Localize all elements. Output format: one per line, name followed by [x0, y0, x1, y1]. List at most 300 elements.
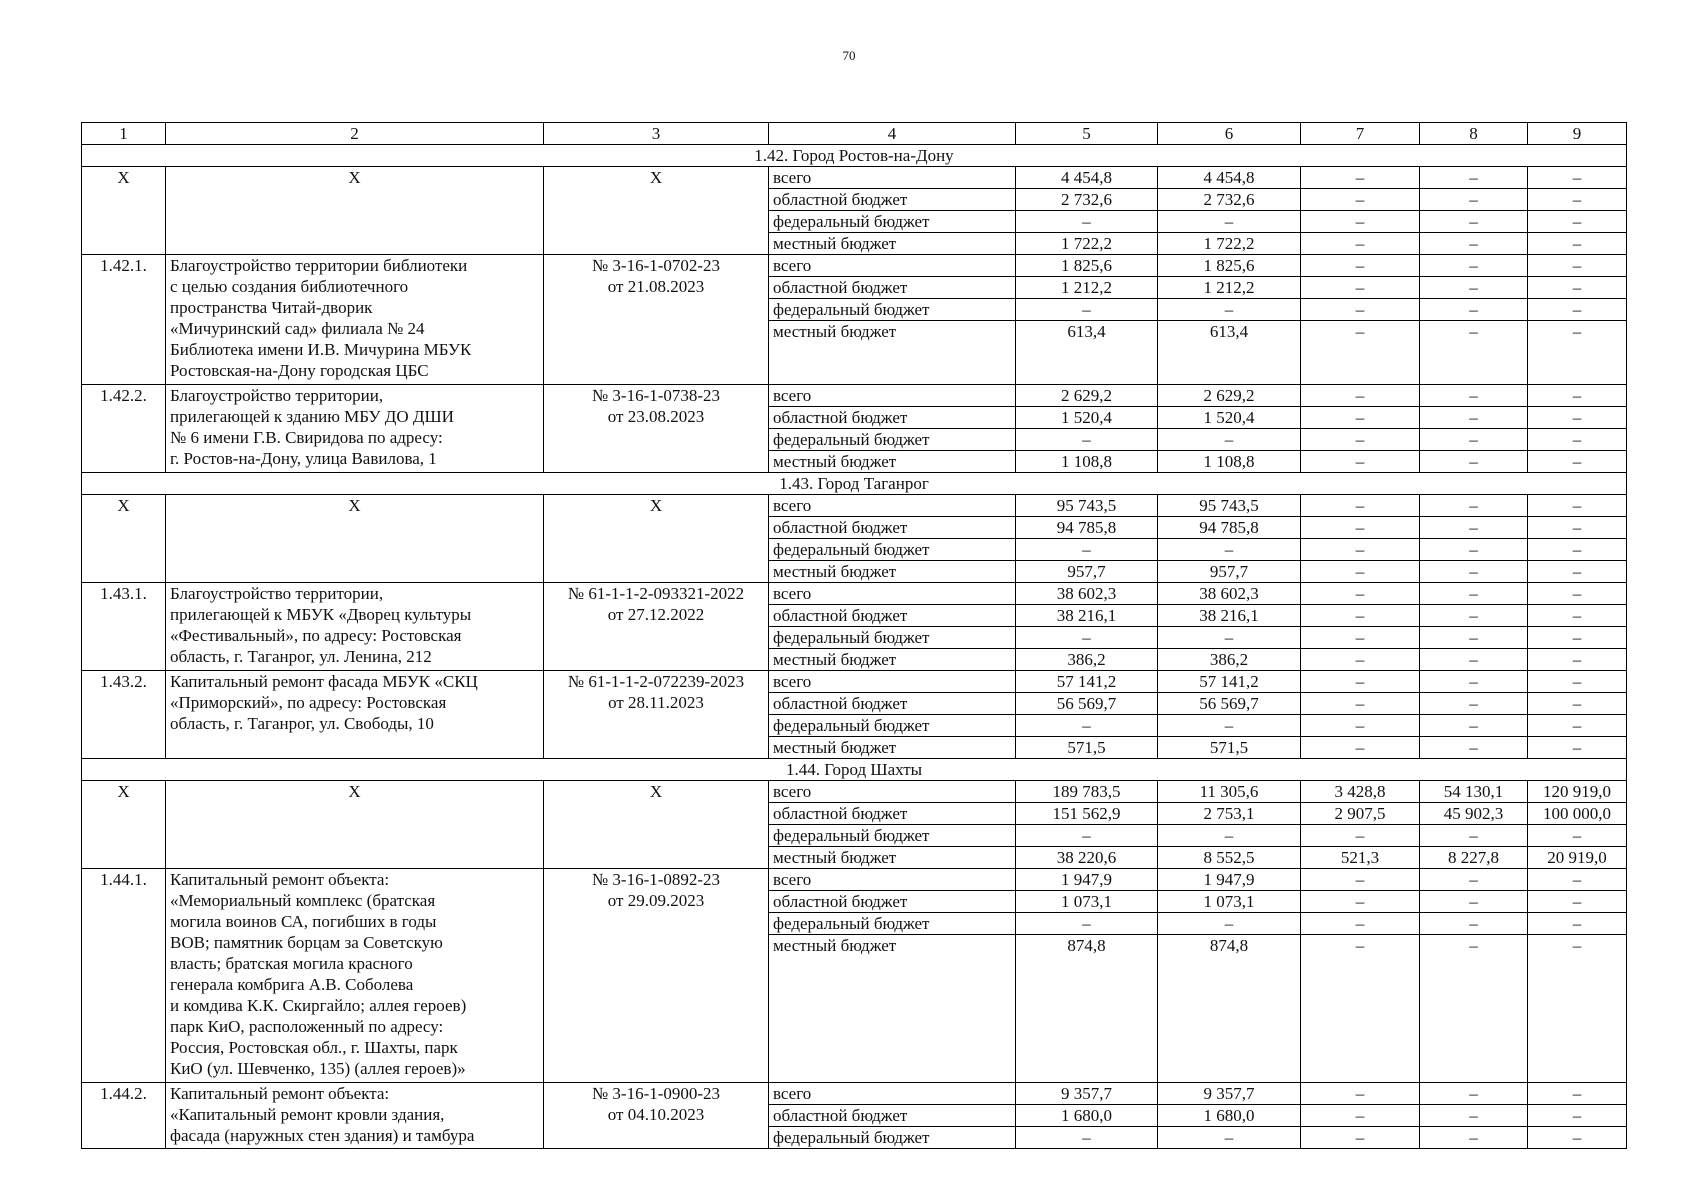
amount-cell: – — [1301, 737, 1420, 759]
document-line: X — [649, 168, 663, 187]
amount-cell: 38 216,1 — [1016, 605, 1158, 627]
amount-cell: – — [1301, 407, 1420, 429]
amount-cell: 1 108,8 — [1158, 451, 1301, 473]
amount-cell: 1 680,0 — [1016, 1105, 1158, 1127]
amount-cell: 95 743,5 — [1016, 495, 1158, 517]
budget-label: областной бюджет — [769, 1105, 1016, 1127]
amount-cell: – — [1528, 299, 1627, 321]
amount-cell: – — [1528, 211, 1627, 233]
budget-label: федеральный бюджет — [769, 715, 1016, 737]
item-number: X — [82, 167, 166, 255]
document-line: от 23.08.2023 — [607, 407, 705, 426]
amount-cell: 1 212,2 — [1016, 277, 1158, 299]
amount-cell: – — [1420, 233, 1528, 255]
amount-cell: – — [1420, 429, 1528, 451]
header-cell: 6 — [1158, 123, 1301, 145]
description-line: Библиотека имени И.В. Мичурина МБУК — [170, 340, 472, 359]
document-line: X — [649, 496, 663, 515]
budget-label: федеральный бюджет — [769, 1127, 1016, 1149]
description-line: Россия, Ростовская обл., г. Шахты, парк — [170, 1038, 458, 1057]
amount-cell: – — [1528, 825, 1627, 847]
amount-cell: – — [1420, 561, 1528, 583]
budget-label: всего — [769, 385, 1016, 407]
table-row — [82, 385, 1627, 407]
item-number: 1.42.2. — [82, 385, 166, 473]
amount-cell: – — [1528, 649, 1627, 671]
description-line: прилегающей к зданию МБУ ДО ДШИ — [170, 407, 454, 426]
header-cell: 1 — [82, 123, 166, 145]
amount-cell: 1 073,1 — [1016, 891, 1158, 913]
description-line: X — [348, 496, 361, 515]
amount-cell: – — [1301, 167, 1420, 189]
description-line: Капитальный ремонт объекта: — [170, 870, 390, 889]
amount-cell: – — [1420, 627, 1528, 649]
item-number: X — [82, 781, 166, 869]
amount-cell: – — [1528, 627, 1627, 649]
budget-label: областной бюджет — [769, 803, 1016, 825]
item-number: 1.43.1. — [82, 583, 166, 671]
document-line: № 3-16-1-0892-23 — [591, 870, 721, 889]
amount-cell: – — [1301, 255, 1420, 277]
budget-label: всего — [769, 255, 1016, 277]
amount-cell: – — [1528, 495, 1627, 517]
description-line: парк КиО, расположенный по адресу: — [170, 1017, 444, 1036]
amount-cell: – — [1016, 627, 1158, 649]
document-line: № 61-1-1-2-072239-2023 — [567, 672, 745, 691]
amount-cell: 151 562,9 — [1016, 803, 1158, 825]
amount-cell: 874,8 — [1016, 935, 1158, 1083]
item-description — [166, 385, 544, 473]
budget-label: федеральный бюджет — [769, 539, 1016, 561]
page-number: 70 — [842, 48, 856, 63]
amount-cell: 1 825,6 — [1158, 255, 1301, 277]
document-line: X — [649, 782, 663, 801]
description-line: пространства Читай-дворик — [170, 298, 373, 317]
description-line: Благоустройство территории библиотеки — [170, 256, 468, 275]
amount-cell: – — [1420, 649, 1528, 671]
description-line: «Приморский», по адресу: Ростовская — [170, 693, 447, 712]
amount-cell: 57 141,2 — [1158, 671, 1301, 693]
amount-cell: – — [1016, 913, 1158, 935]
amount-cell: – — [1420, 1083, 1528, 1105]
header-row — [82, 123, 1627, 145]
amount-cell: – — [1420, 255, 1528, 277]
description-line: область, г. Таганрог, ул. Ленина, 212 — [170, 647, 432, 666]
amount-cell: – — [1420, 693, 1528, 715]
amount-cell: – — [1420, 407, 1528, 429]
item-description — [166, 583, 544, 671]
amount-cell: – — [1528, 913, 1627, 935]
table-body — [82, 123, 1627, 1149]
amount-cell: – — [1016, 1127, 1158, 1149]
amount-cell: – — [1301, 583, 1420, 605]
document-line: от 21.08.2023 — [607, 277, 705, 296]
amount-cell: – — [1301, 649, 1420, 671]
amount-cell: 1 825,6 — [1016, 255, 1158, 277]
budget-label: всего — [769, 495, 1016, 517]
amount-cell: 1 073,1 — [1158, 891, 1301, 913]
amount-cell: 571,5 — [1016, 737, 1158, 759]
amount-cell: 11 305,6 — [1158, 781, 1301, 803]
budget-label: всего — [769, 869, 1016, 891]
amount-cell: – — [1528, 385, 1627, 407]
description-line: могила воинов СА, погибших в годы — [170, 912, 437, 931]
amount-cell: 56 569,7 — [1016, 693, 1158, 715]
amount-cell: – — [1301, 671, 1420, 693]
amount-cell: 95 743,5 — [1158, 495, 1301, 517]
amount-cell: 56 569,7 — [1158, 693, 1301, 715]
amount-cell: – — [1528, 1083, 1627, 1105]
amount-cell: – — [1420, 671, 1528, 693]
document-line: № 3-16-1-0900-23 — [591, 1084, 721, 1103]
description-line: «Капитальный ремонт кровли здания, — [170, 1105, 445, 1124]
amount-cell: – — [1420, 495, 1528, 517]
amount-cell: – — [1528, 167, 1627, 189]
amount-cell: 1 108,8 — [1016, 451, 1158, 473]
description-line: X — [348, 782, 361, 801]
header-cell: 8 — [1420, 123, 1528, 145]
description-line: Ростовская-на-Дону городская ЦБС — [170, 361, 429, 380]
amount-cell: – — [1301, 233, 1420, 255]
amount-cell: – — [1528, 233, 1627, 255]
amount-cell: – — [1528, 693, 1627, 715]
item-description — [166, 255, 544, 385]
amount-cell: – — [1158, 627, 1301, 649]
amount-cell: – — [1528, 517, 1627, 539]
amount-cell: – — [1016, 211, 1158, 233]
document-line: от 28.11.2023 — [608, 693, 704, 712]
section-title: 1.43. Город Таганрог — [82, 473, 1627, 495]
amount-cell: – — [1528, 671, 1627, 693]
amount-cell: 957,7 — [1158, 561, 1301, 583]
amount-cell: – — [1301, 693, 1420, 715]
table-row — [82, 869, 1627, 891]
amount-cell: 20 919,0 — [1528, 847, 1627, 869]
header-cell: 4 — [769, 123, 1016, 145]
description-line: ВОВ; памятник борцам за Советскую — [170, 933, 443, 952]
description-line: с целью создания библиотечного — [170, 277, 409, 296]
amount-cell: – — [1420, 517, 1528, 539]
amount-cell: – — [1301, 189, 1420, 211]
amount-cell: 1 212,2 — [1158, 277, 1301, 299]
amount-cell: 100 000,0 — [1528, 803, 1627, 825]
document-line: от 29.09.2023 — [607, 891, 705, 910]
document-number — [544, 385, 769, 473]
amount-cell: – — [1420, 167, 1528, 189]
amount-cell: – — [1420, 1105, 1528, 1127]
amount-cell: – — [1016, 539, 1158, 561]
item-description — [166, 1083, 544, 1149]
amount-cell: – — [1420, 1127, 1528, 1149]
amount-cell: – — [1528, 539, 1627, 561]
description-line: «Мемориальный комплекс (братская — [170, 891, 436, 910]
budget-label: всего — [769, 781, 1016, 803]
document-number — [544, 671, 769, 759]
amount-cell: 2 732,6 — [1016, 189, 1158, 211]
amount-cell: – — [1420, 321, 1528, 385]
amount-cell: – — [1420, 385, 1528, 407]
amount-cell: – — [1301, 429, 1420, 451]
amount-cell: – — [1301, 627, 1420, 649]
amount-cell: 1 947,9 — [1016, 869, 1158, 891]
document-line: № 3-16-1-0702-23 — [591, 256, 721, 275]
description-line: Благоустройство территории, — [170, 386, 384, 405]
amount-cell: – — [1301, 517, 1420, 539]
amount-cell: 386,2 — [1158, 649, 1301, 671]
amount-cell: 2 753,1 — [1158, 803, 1301, 825]
section-title: 1.44. Город Шахты — [82, 759, 1627, 781]
amount-cell: – — [1158, 539, 1301, 561]
amount-cell: 2 907,5 — [1301, 803, 1420, 825]
amount-cell: – — [1528, 605, 1627, 627]
document-line: от 04.10.2023 — [607, 1105, 705, 1124]
amount-cell: – — [1301, 211, 1420, 233]
header-cell: 7 — [1301, 123, 1420, 145]
amount-cell: – — [1420, 891, 1528, 913]
budget-label: областной бюджет — [769, 189, 1016, 211]
amount-cell: 38 602,3 — [1016, 583, 1158, 605]
budget-label: федеральный бюджет — [769, 429, 1016, 451]
amount-cell: – — [1420, 211, 1528, 233]
document-line: № 61-1-1-2-093321-2022 — [567, 584, 745, 603]
amount-cell: – — [1301, 869, 1420, 891]
section-row — [82, 473, 1627, 495]
amount-cell: – — [1301, 1083, 1420, 1105]
amount-cell: – — [1528, 429, 1627, 451]
amount-cell: – — [1301, 605, 1420, 627]
amount-cell: – — [1301, 913, 1420, 935]
table-row — [82, 1083, 1627, 1105]
amount-cell: 9 357,7 — [1158, 1083, 1301, 1105]
budget-label: всего — [769, 583, 1016, 605]
budget-label: местный бюджет — [769, 233, 1016, 255]
amount-cell: – — [1016, 299, 1158, 321]
amount-cell: – — [1528, 561, 1627, 583]
amount-cell: – — [1528, 715, 1627, 737]
item-description — [166, 495, 544, 583]
amount-cell: 3 428,8 — [1301, 781, 1420, 803]
amount-cell: – — [1301, 891, 1420, 913]
amount-cell: 57 141,2 — [1016, 671, 1158, 693]
amount-cell: – — [1420, 277, 1528, 299]
amount-cell: – — [1420, 605, 1528, 627]
item-number: 1.44.2. — [82, 1083, 166, 1149]
budget-label: местный бюджет — [769, 321, 1016, 385]
amount-cell: – — [1158, 429, 1301, 451]
amount-cell: – — [1528, 583, 1627, 605]
budget-label: федеральный бюджет — [769, 299, 1016, 321]
document-number — [544, 869, 769, 1083]
budget-label: всего — [769, 167, 1016, 189]
table-row — [82, 583, 1627, 605]
item-number: X — [82, 495, 166, 583]
document-number — [544, 255, 769, 385]
amount-cell: 613,4 — [1158, 321, 1301, 385]
amount-cell: 38 220,6 — [1016, 847, 1158, 869]
budget-label: областной бюджет — [769, 517, 1016, 539]
amount-cell: – — [1301, 1105, 1420, 1127]
amount-cell: – — [1016, 429, 1158, 451]
amount-cell: – — [1301, 1127, 1420, 1149]
amount-cell: 189 783,5 — [1016, 781, 1158, 803]
section-row — [82, 145, 1627, 167]
amount-cell: – — [1301, 495, 1420, 517]
document-number — [544, 781, 769, 869]
item-description — [166, 869, 544, 1083]
document-number — [544, 583, 769, 671]
amount-cell: – — [1158, 299, 1301, 321]
amount-cell: 4 454,8 — [1158, 167, 1301, 189]
amount-cell: – — [1528, 737, 1627, 759]
amount-cell: – — [1301, 299, 1420, 321]
budget-label: всего — [769, 671, 1016, 693]
amount-cell: – — [1420, 583, 1528, 605]
description-line: Капитальный ремонт фасада МБУК «СКЦ — [170, 672, 478, 691]
description-line: фасада (наружных стен здания) и тамбура — [170, 1126, 475, 1145]
table-row — [82, 495, 1627, 517]
budget-label: местный бюджет — [769, 847, 1016, 869]
amount-cell: 38 602,3 — [1158, 583, 1301, 605]
amount-cell: 1 520,4 — [1016, 407, 1158, 429]
amount-cell: – — [1016, 825, 1158, 847]
table-row — [82, 781, 1627, 803]
amount-cell: 8 227,8 — [1420, 847, 1528, 869]
amount-cell: – — [1158, 715, 1301, 737]
amount-cell: 2 629,2 — [1158, 385, 1301, 407]
amount-cell: – — [1301, 451, 1420, 473]
amount-cell: – — [1528, 277, 1627, 299]
section-title: 1.42. Город Ростов-на-Дону — [82, 145, 1627, 167]
budget-label: местный бюджет — [769, 561, 1016, 583]
item-description — [166, 167, 544, 255]
amount-cell: – — [1158, 211, 1301, 233]
amount-cell: – — [1528, 869, 1627, 891]
budget-label: всего — [769, 1083, 1016, 1105]
document-number — [544, 1083, 769, 1149]
description-line: Благоустройство территории, — [170, 584, 384, 603]
amount-cell: – — [1528, 407, 1627, 429]
amount-cell: – — [1528, 451, 1627, 473]
amount-cell: 38 216,1 — [1158, 605, 1301, 627]
budget-label: федеральный бюджет — [769, 913, 1016, 935]
description-line: власть; братская могила красного — [170, 954, 413, 973]
amount-cell: – — [1420, 913, 1528, 935]
description-line: генерала комбрига А.В. Соболева — [170, 975, 414, 994]
budget-label: местный бюджет — [769, 737, 1016, 759]
amount-cell: 1 680,0 — [1158, 1105, 1301, 1127]
budget-label: областной бюджет — [769, 605, 1016, 627]
description-line: прилегающей к МБУК «Дворец культуры — [170, 605, 472, 624]
item-number: 1.42.1. — [82, 255, 166, 385]
amount-cell: – — [1420, 189, 1528, 211]
amount-cell: 874,8 — [1158, 935, 1301, 1083]
amount-cell: 613,4 — [1016, 321, 1158, 385]
amount-cell: – — [1420, 451, 1528, 473]
table-row — [82, 671, 1627, 693]
description-line: область, г. Таганрог, ул. Свободы, 10 — [170, 714, 434, 733]
header-cell: 5 — [1016, 123, 1158, 145]
amount-cell: – — [1158, 1127, 1301, 1149]
amount-cell: – — [1301, 385, 1420, 407]
amount-cell: 1 947,9 — [1158, 869, 1301, 891]
amount-cell: – — [1420, 715, 1528, 737]
budget-label: областной бюджет — [769, 693, 1016, 715]
budget-label: местный бюджет — [769, 935, 1016, 1083]
description-line: № 6 имени Г.В. Свиридова по адресу: — [170, 428, 443, 447]
item-description — [166, 671, 544, 759]
budget-label: местный бюджет — [769, 649, 1016, 671]
item-description — [166, 781, 544, 869]
header-cell: 3 — [544, 123, 769, 145]
amount-cell: 1 722,2 — [1016, 233, 1158, 255]
amount-cell: – — [1528, 189, 1627, 211]
description-line: и комдива К.К. Скиргайло; аллея героев) — [170, 996, 467, 1015]
table-row — [82, 255, 1627, 277]
budget-label: местный бюджет — [769, 451, 1016, 473]
amount-cell: 957,7 — [1016, 561, 1158, 583]
description-line: «Мичуринский сад» филиала № 24 — [170, 319, 425, 338]
amount-cell: 2 732,6 — [1158, 189, 1301, 211]
budget-label: федеральный бюджет — [769, 211, 1016, 233]
amount-cell: – — [1420, 539, 1528, 561]
amount-cell: 2 629,2 — [1016, 385, 1158, 407]
description-line: г. Ростов-на-Дону, улица Вавилова, 1 — [170, 449, 437, 468]
amount-cell: – — [1016, 715, 1158, 737]
amount-cell: 9 357,7 — [1016, 1083, 1158, 1105]
description-line: Капитальный ремонт объекта: — [170, 1084, 390, 1103]
document-line: от 27.12.2022 — [607, 605, 705, 624]
item-number: 1.44.1. — [82, 869, 166, 1083]
amount-cell: – — [1301, 277, 1420, 299]
budget-label: областной бюджет — [769, 407, 1016, 429]
amount-cell: – — [1420, 869, 1528, 891]
amount-cell: 1 722,2 — [1158, 233, 1301, 255]
amount-cell: – — [1158, 913, 1301, 935]
description-line: «Фестивальный», по адресу: Ростовская — [170, 626, 462, 645]
amount-cell: 54 130,1 — [1420, 781, 1528, 803]
header-cell: 9 — [1528, 123, 1627, 145]
amount-cell: 94 785,8 — [1016, 517, 1158, 539]
amount-cell: – — [1301, 539, 1420, 561]
amount-cell: – — [1301, 561, 1420, 583]
amount-cell: 4 454,8 — [1016, 167, 1158, 189]
amount-cell: 386,2 — [1016, 649, 1158, 671]
amount-cell: 45 902,3 — [1420, 803, 1528, 825]
item-number: 1.43.2. — [82, 671, 166, 759]
budget-label: областной бюджет — [769, 891, 1016, 913]
amount-cell: – — [1420, 935, 1528, 1083]
amount-cell: 1 520,4 — [1158, 407, 1301, 429]
budget-label: федеральный бюджет — [769, 825, 1016, 847]
amount-cell: – — [1301, 715, 1420, 737]
amount-cell: – — [1528, 1127, 1627, 1149]
document-number — [544, 495, 769, 583]
amount-cell: – — [1301, 321, 1420, 385]
section-row — [82, 759, 1627, 781]
amount-cell: 521,3 — [1301, 847, 1420, 869]
amount-cell: 120 919,0 — [1528, 781, 1627, 803]
amount-cell: – — [1420, 299, 1528, 321]
amount-cell: – — [1528, 255, 1627, 277]
amount-cell: – — [1420, 825, 1528, 847]
budget-label: областной бюджет — [769, 277, 1016, 299]
amount-cell: 94 785,8 — [1158, 517, 1301, 539]
amount-cell: 571,5 — [1158, 737, 1301, 759]
amount-cell: 8 552,5 — [1158, 847, 1301, 869]
amount-cell: – — [1528, 891, 1627, 913]
amount-cell: – — [1528, 321, 1627, 385]
amount-cell: – — [1158, 825, 1301, 847]
